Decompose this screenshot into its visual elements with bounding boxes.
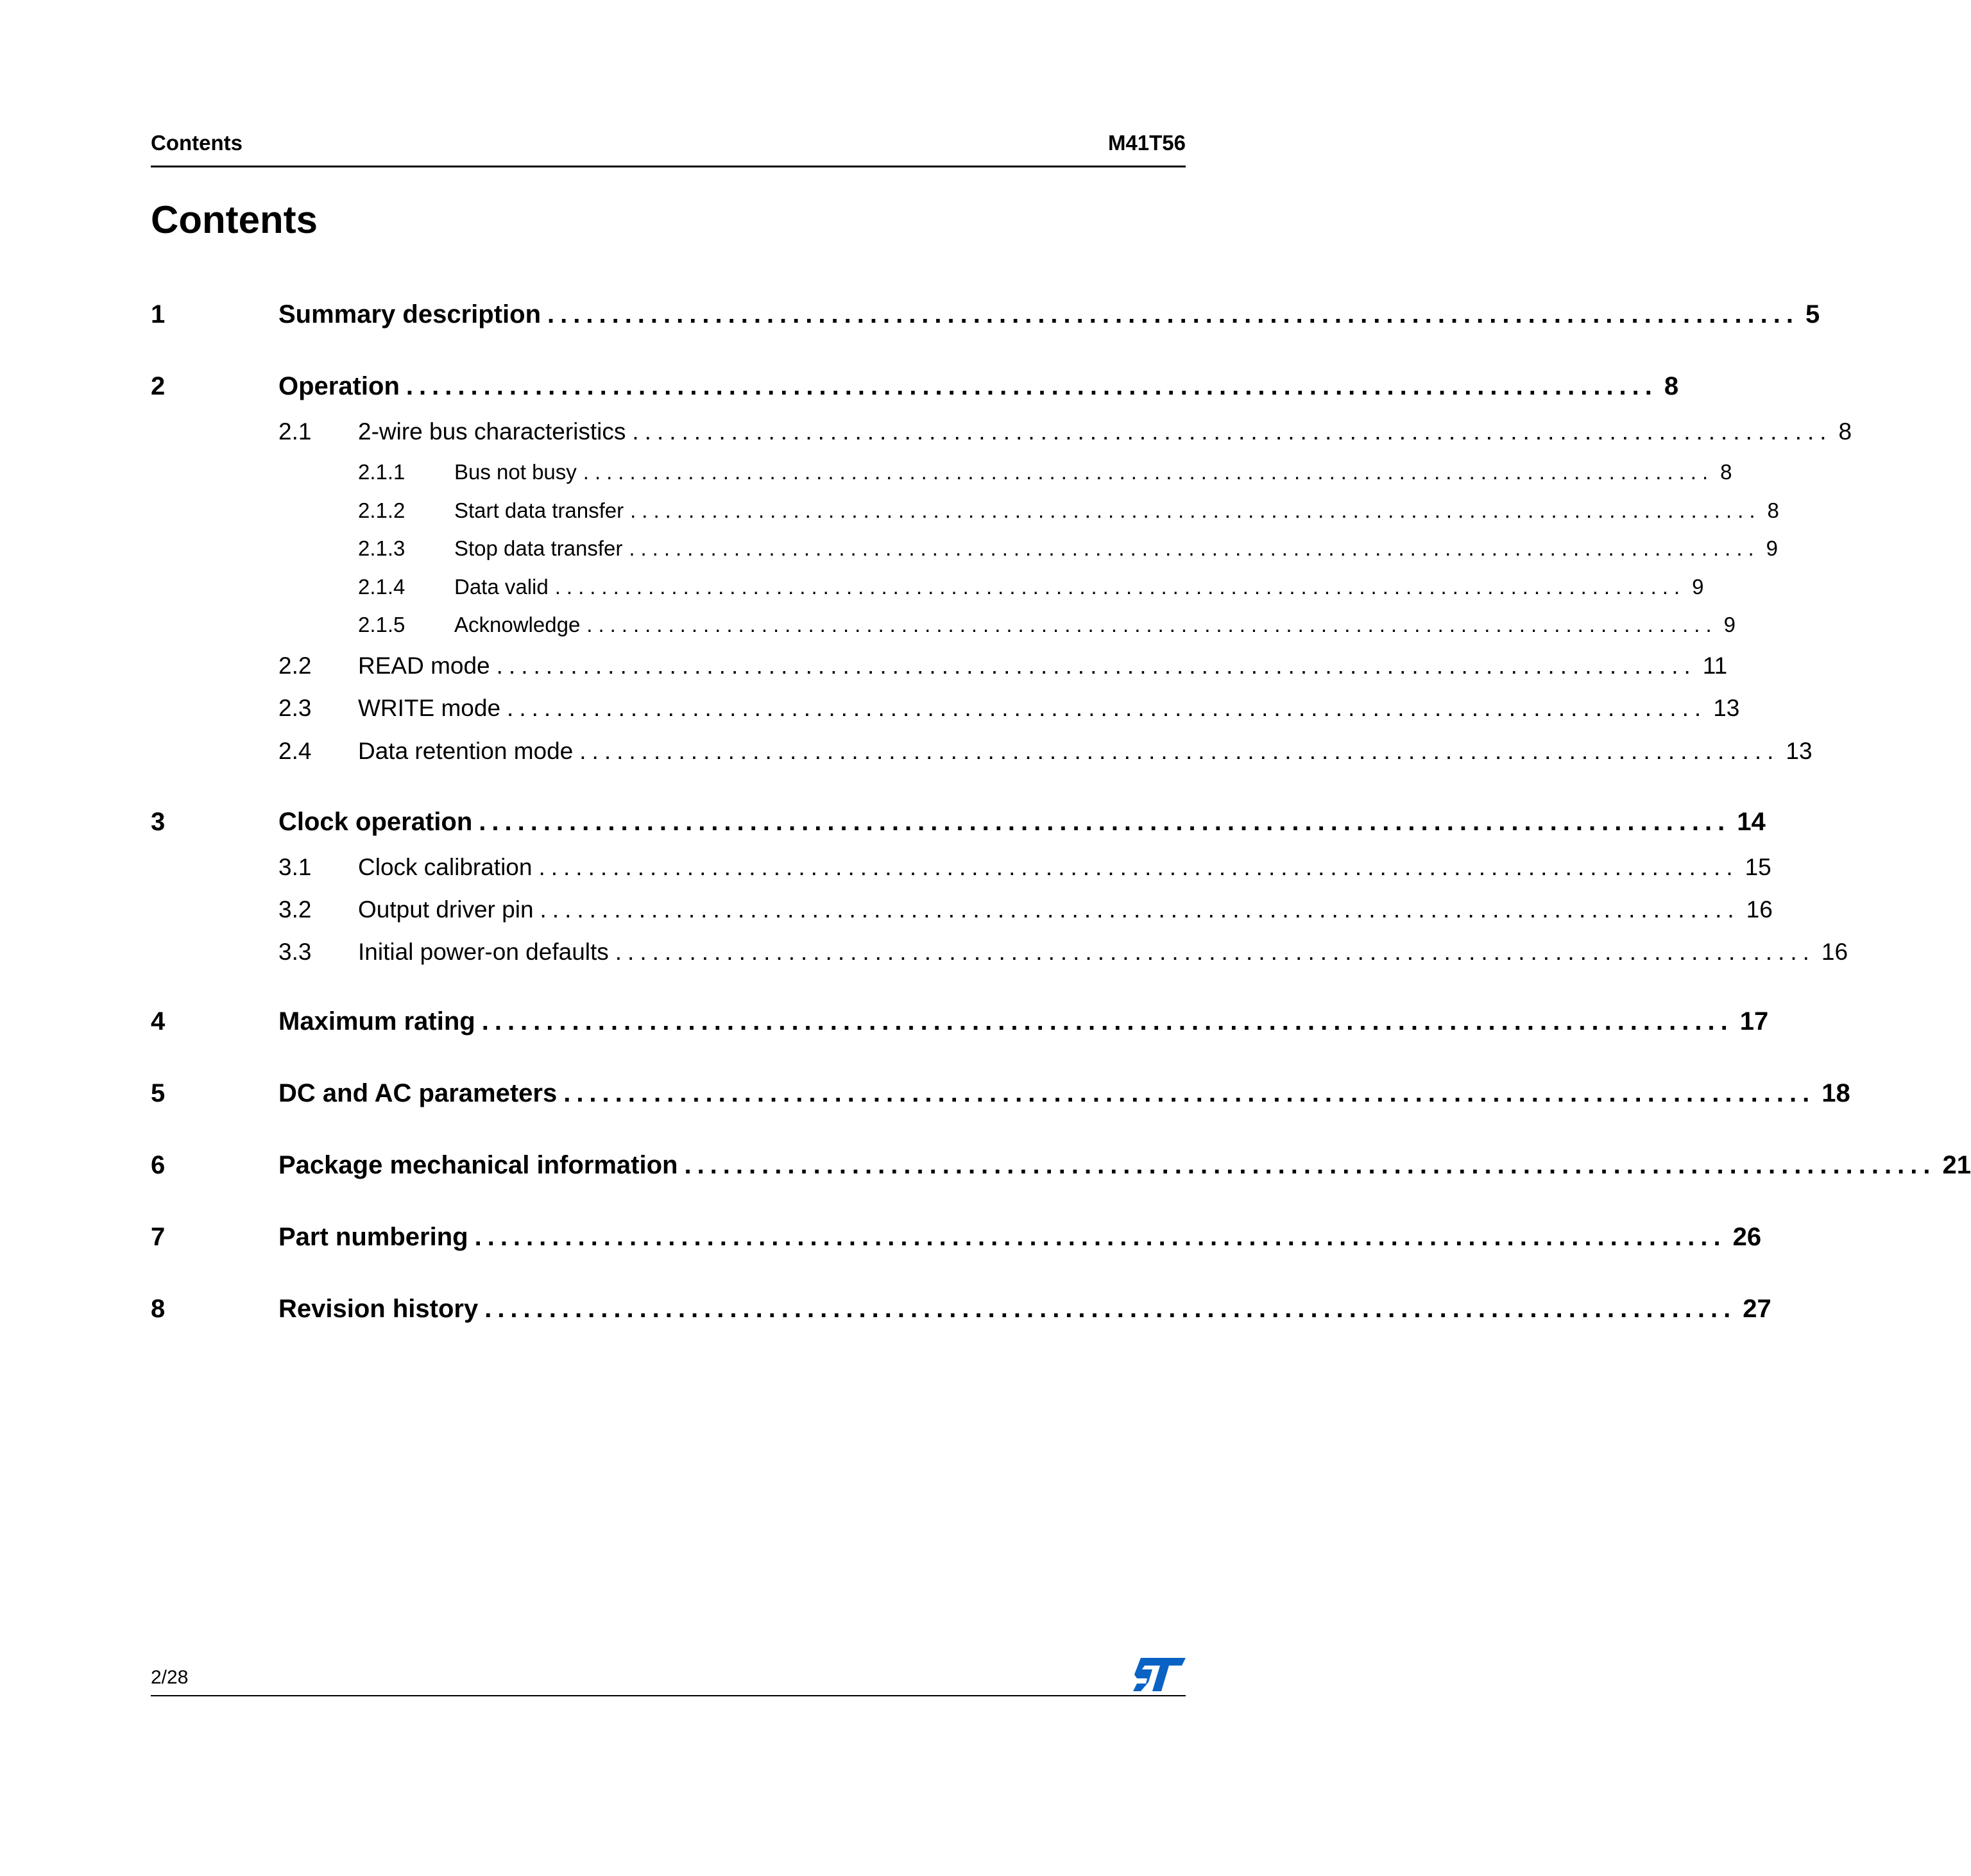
toc-entry-title: DC and AC parameters [278,1079,558,1107]
toc-entry-page: 8 [1767,499,1779,522]
toc-entry[interactable] [151,499,1779,523]
toc-entry-page: 27 [1743,1295,1771,1323]
toc-entry[interactable] [151,1079,1850,1108]
toc-entry-page: 14 [1737,808,1766,836]
dot-leader: ................................................................................................. [479,808,1731,836]
running-header-section: Contents [151,131,243,155]
dot-leader: ................................................................................................. [496,652,1696,679]
dot-leader: ................................................................................................. [563,1079,1816,1107]
toc-entry-number: 2.4 [278,738,312,764]
page-number: 2/28 [151,1667,189,1688]
toc-entry-number: 1 [151,300,166,328]
toc-entry[interactable] [151,808,1766,837]
toc-entry-page: 9 [1766,536,1779,560]
toc-entry-title: READ mode [358,652,490,679]
toc-entry-title: WRITE mode [358,695,501,721]
dot-leader: ................................................................................................. [540,896,1740,923]
toc-entry[interactable] [151,372,1679,401]
toc-entry-number: 3.1 [278,854,312,880]
toc-entry-page: 11 [1702,652,1728,679]
toc-entry[interactable] [151,1223,1762,1252]
toc-entry[interactable] [151,1151,1971,1180]
toc-entry-page: 17 [1739,1007,1769,1036]
toc-entry-title: Bus not busy [454,460,577,484]
dot-leader: ................................................................................................. [481,1007,1734,1036]
toc-entry-title: Summary description [278,300,542,328]
toc-entry-number: 2.1.5 [358,613,405,636]
toc-entry[interactable] [151,652,1728,679]
toc-entry[interactable] [151,613,1736,637]
dot-leader: ................................................................................................. [579,738,1780,764]
dot-leader: ................................................................................................. [586,613,1718,636]
toc-entry-page: 15 [1745,854,1771,880]
dot-leader: ................................................................................................. [405,372,1658,400]
st-logo-icon [1133,1658,1186,1691]
toc-entry-page: 9 [1723,613,1736,636]
toc-entry-page: 16 [1746,896,1773,923]
toc-entry[interactable] [151,854,1771,881]
toc-entry[interactable] [151,460,1732,484]
toc-entry[interactable] [151,939,1848,966]
toc-entry[interactable] [151,695,1740,722]
toc-entry-number: 4 [151,1007,166,1036]
toc-entry-page: 18 [1822,1079,1850,1107]
footer-divider [151,1695,1186,1696]
toc-entry-title: Output driver pin [358,896,534,923]
toc-entry-title: Acknowledge [454,613,581,636]
toc-entry-page: 5 [1805,300,1820,328]
dot-leader: ................................................................................................. [554,575,1686,599]
toc-entry[interactable] [151,896,1773,923]
toc-entry-number: 5 [151,1079,166,1107]
dot-leader: ................................................................................................. [583,460,1714,484]
toc-entry-page: 13 [1786,738,1813,764]
toc-entry-page: 9 [1692,575,1704,599]
toc-entry-title: Package mechanical information [278,1151,678,1179]
toc-entry-number: 2 [151,372,166,400]
toc-entry[interactable] [151,575,1704,599]
dot-leader: ................................................................................................. [507,695,1707,721]
toc-entry-number: 2.2 [278,652,312,679]
toc-entry-title: Maximum rating [278,1007,475,1036]
page-title: Contents [151,198,318,241]
toc-entry-number: 7 [151,1223,166,1251]
toc-entry-title: Stop data transfer [454,536,623,560]
toc-entry-title: Clock operation [278,808,473,836]
toc-entry-number: 2.1.2 [358,499,405,522]
dot-leader: ................................................................................................. [615,939,1815,965]
toc-entry[interactable] [151,418,1852,445]
toc-entry-title: Revision history [278,1295,479,1323]
toc-entry-title: Start data transfer [454,499,624,522]
toc-entry-page: 13 [1713,695,1740,721]
toc-entry-number: 2.3 [278,695,312,721]
toc-entry-title: Clock calibration [358,854,533,880]
toc-entry-number: 3 [151,808,166,836]
dot-leader: ................................................................................................. [684,1151,1936,1179]
toc-entry-number: 2.1.4 [358,575,405,599]
toc-entry-number: 3.2 [278,896,312,923]
toc-entry[interactable] [151,300,1820,329]
dot-leader: ................................................................................................. [630,499,1761,522]
toc-entry[interactable] [151,1007,1769,1036]
toc-entry-number: 3.3 [278,939,312,965]
toc-entry-number: 2.1 [278,418,312,445]
toc-entry-title: Data valid [454,575,549,599]
dot-leader: ................................................................................................. [538,854,1739,880]
dot-leader: ................................................................................................. [629,536,1760,560]
toc-entry-page: 21 [1942,1151,1971,1179]
toc-entry[interactable] [151,536,1779,561]
toc-entry-page: 8 [1838,418,1852,445]
toc-entry-title: Data retention mode [358,738,574,764]
header-divider [151,166,1186,167]
running-header-doc-id: M41T56 [1107,131,1186,155]
toc-entry-number: 8 [151,1295,166,1323]
dot-leader: ................................................................................................. [474,1223,1727,1251]
dot-leader: ................................................................................................. [632,418,1832,445]
toc-entry[interactable] [151,1295,1771,1324]
toc-entry-title: Part numbering [278,1223,468,1251]
toc-entry-page: 8 [1720,460,1732,484]
toc-entry-title: Initial power-on defaults [358,939,609,965]
toc-entry-page: 26 [1732,1223,1762,1251]
toc-entry-number: 2.1.3 [358,536,405,560]
toc-entry-page: 16 [1821,939,1848,965]
dot-leader: ................................................................................................. [547,300,1800,328]
dot-leader: ................................................................................................. [484,1295,1737,1323]
toc-entry-page: 8 [1664,372,1679,400]
toc-entry-number: 2.1.1 [358,460,405,484]
toc-entry-title: 2-wire bus characteristics [358,418,626,445]
toc-entry-title: Operation [278,372,400,400]
toc-entry[interactable] [151,738,1813,765]
toc-entry-number: 6 [151,1151,166,1179]
